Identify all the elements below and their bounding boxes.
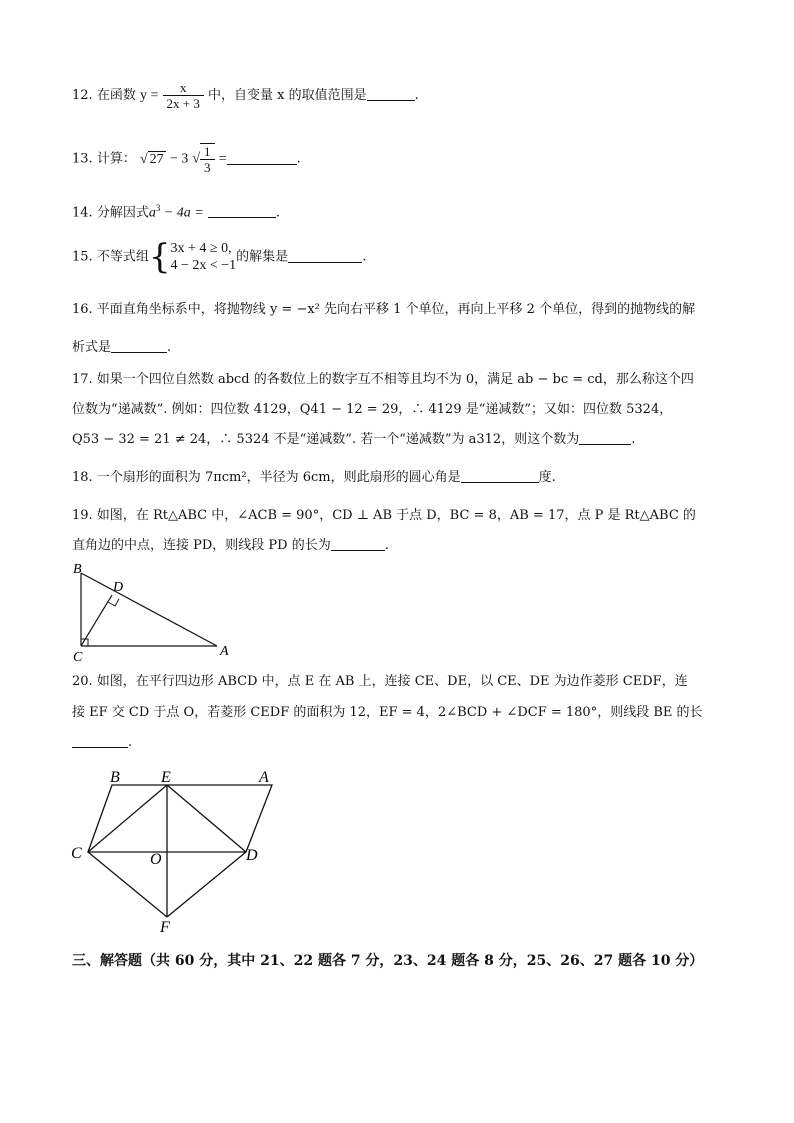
q14-expr-base: a [148, 205, 156, 221]
q13-end: . [296, 151, 301, 167]
question-12 [72, 80, 419, 111]
q15-text-b: 的解集是 [236, 249, 289, 265]
q13-text-a: 计算： [96, 151, 136, 167]
fig20-parallelogram-ABCD [88, 785, 272, 852]
question-19-line-2 [72, 536, 389, 556]
fig20-label-F: F [160, 919, 170, 934]
q12-frac-num: x [179, 80, 187, 95]
fig19-label-B: B [73, 562, 82, 577]
fig20-label-O: O [150, 851, 162, 868]
q18-end: 度. [538, 470, 556, 485]
question-17-line-2: 位数为“递减数”. 例如：四位数 4129，Q41 − 12 = 29，∴ 4129 是“递减数”；又如：四位数 5324， [72, 402, 673, 417]
fig19-right-angle-D [108, 599, 119, 606]
q14-expr-power: 3 [155, 203, 161, 213]
section-heading-answer-questions: 三、解答题（共 60 分，其中 21、22 题各 7 分，23、24 题各 8 分，25、26、27 题各 10 分） [72, 953, 704, 969]
q16-answer-blank[interactable] [111, 338, 167, 353]
q14-end: . [275, 205, 281, 221]
q16-end: . [167, 340, 172, 355]
fig20-label-C: C [71, 845, 82, 862]
fig20-label-D: D [246, 847, 258, 864]
question-15 [72, 237, 367, 277]
fig19-side-AB [81, 573, 217, 646]
q20-answer-blank[interactable] [72, 733, 128, 748]
question-16-line-2 [72, 338, 171, 358]
question-16-line-1: 16. 平面直角坐标系中，将抛物线 y = −x² 先向右平移 1 个单位，再向上平移 2 个单位，得到的抛物线的解 [72, 302, 696, 317]
q12-fraction [163, 80, 204, 111]
question-17-line-3 [72, 430, 635, 450]
q19-end: . [384, 538, 389, 553]
q15-number: 15. [72, 249, 93, 265]
q12-func-y: y = [139, 88, 159, 103]
q12-number: 12. [72, 88, 93, 103]
question-13 [72, 143, 301, 175]
q12-answer-blank[interactable] [367, 86, 415, 101]
q17-text-a: Q53 − 32 = 21 ≠ 24，∴ 5324 不是“递减数”. 若一个“递减数”为 a312，则这个数为 [72, 432, 580, 447]
q17-answer-blank[interactable] [579, 430, 631, 445]
q16-text-a: 析式是 [72, 340, 112, 355]
q15-answer-blank[interactable] [288, 248, 362, 263]
q12-text-a: 在函数 [96, 88, 136, 103]
q12-end: . [414, 88, 419, 103]
question-14 [72, 198, 280, 223]
q13-minus: − 3 [169, 151, 189, 167]
question-20-line-2: 接 EF 交 CD 于点 O，若菱形 CEDF 的面积为 12，EF = 4，2∠BCD + ∠DCF = 180°，则线段 BE 的长 [72, 705, 703, 720]
fig20-label-E: E [161, 769, 171, 786]
question-18 [72, 468, 556, 488]
figure-20-parallelogram [68, 764, 288, 934]
q13-frac-den: 3 [200, 159, 215, 175]
fig19-altitude-CD [81, 595, 112, 646]
q15-line-1: 3x + 4 ≥ 0, [170, 241, 232, 256]
q15-text-a: 不等式组 [96, 249, 149, 265]
q13-answer-blank[interactable] [227, 150, 297, 165]
q12-text-b: 中，自变量 x 的取值范围是 [208, 88, 367, 103]
q15-end: . [362, 249, 367, 265]
q14-answer-blank[interactable] [208, 203, 276, 218]
q18-answer-blank[interactable] [461, 468, 539, 483]
fig20-segment-DE [167, 785, 246, 852]
q17-end: . [631, 432, 636, 447]
fig20-label-A: A [259, 769, 269, 786]
q19-answer-blank[interactable] [331, 536, 385, 551]
q13-radical-2: √ [192, 151, 201, 167]
q15-system [170, 240, 236, 274]
q13-number: 13. [72, 151, 93, 167]
question-20-line-1: 20. 如图，在平行四边形 ABCD 中，点 E 在 AB 上，连接 CE、DE，以 CE、DE 为边作菱形 CEDF，连 [72, 674, 688, 689]
question-19-line-1: 19. 如图，在 Rt△ABC 中，∠ACB = 90°，CD ⊥ AB 于点 D，BC = 8，AB = 17，点 P 是 Rt△ABC 的 [72, 508, 696, 523]
q13-fraction [200, 143, 215, 175]
fig20-label-B: B [110, 769, 120, 786]
q12-frac-den: 2x + 3 [163, 95, 204, 111]
q13-frac-num: 1 [204, 144, 211, 159]
q14-text-a: 分解因式 [96, 205, 149, 221]
q15-line-2: 4 − 2x < −1 [170, 258, 237, 273]
fig19-label-A: A [220, 644, 229, 659]
question-17-line-1: 17. 如果一个四位自然数 abcd 的各数位上的数字互不相等且均不为 0，满足 ab − bc = cd，那么称这个四 [72, 372, 694, 387]
figure-19-triangle [70, 560, 240, 665]
q13-equals: = [218, 151, 227, 167]
q13-radical-1: √ 27 [139, 151, 164, 167]
q15-brace: { [148, 237, 171, 277]
fig19-label-D: D [113, 580, 124, 595]
q18-text-a: 18. 一个扇形的面积为 7πcm²，半径为 6cm，则此扇形的圆心角是 [72, 470, 461, 485]
q19-text-a: 直角边的中点，连接 PD，则线段 PD 的长为 [72, 538, 331, 553]
q14-number: 14. [72, 205, 93, 221]
q14-expr-rest: − 4a = [160, 205, 204, 221]
question-20-line-3 [72, 733, 132, 753]
fig19-label-C: C [73, 650, 83, 665]
fig20-segment-DF [167, 852, 246, 917]
q20-end: . [128, 735, 133, 750]
